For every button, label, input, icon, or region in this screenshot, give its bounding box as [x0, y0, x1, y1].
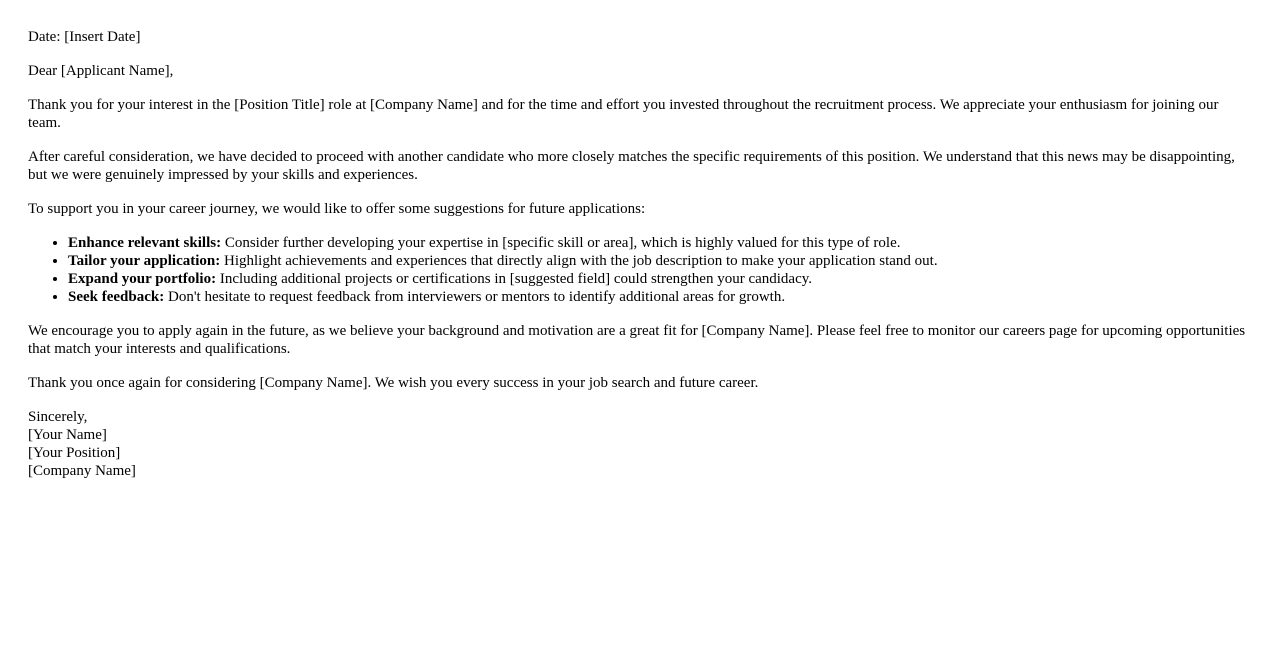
support-paragraph: To support you in your career journey, we would like to offer some suggestions for future applications: — [28, 201, 646, 217]
suggestions-list — [28, 234, 1250, 306]
thanks-paragraph: Thank you once again for considering [Company Name]. We wish you every success in your job search and future career. — [28, 375, 759, 391]
suggestion-title: Seek feedback: — [68, 289, 165, 305]
signature-block — [28, 408, 1250, 480]
suggestion-item — [68, 288, 1250, 306]
suggestion-title: Expand your portfolio: — [68, 271, 217, 287]
intro-paragraph: Thank you for your interest in the [Position Title] role at [Company Name] and for the time and effort you invested throughout the recruitment process. We appreciate your enthusiasm for joining our team. — [28, 97, 1219, 131]
suggestion-text: Don't hesitate to request feedback from interviewers or mentors to identify additional areas for growth. — [164, 289, 786, 305]
suggestion-text: Highlight achievements and experiences that directly align with the job description to make your application stand out. — [220, 253, 938, 269]
date-line: Date: [Insert Date] — [28, 29, 141, 45]
signer-company: [Company Name] — [28, 463, 136, 479]
closing: Sincerely, — [28, 409, 88, 425]
salutation: Dear [Applicant Name], — [28, 63, 174, 79]
signer-position: [Your Position] — [28, 445, 121, 461]
suggestion-title: Tailor your application: — [68, 253, 221, 269]
suggestion-text: Consider further developing your expertise in [specific skill or area], which is highly valued for this type of role. — [221, 235, 901, 251]
suggestion-item — [68, 234, 1250, 252]
suggestion-item — [68, 252, 1250, 270]
suggestion-title: Enhance relevant skills: — [68, 235, 222, 251]
encourage-paragraph: We encourage you to apply again in the future, as we believe your background and motivation are a great fit for [Company Name]. Please feel free to monitor our careers page for upcoming opportunities that match your interests and qualifications. — [28, 323, 1246, 357]
decision-paragraph: After careful consideration, we have decided to proceed with another candidate who more closely matches the specific requirements of this position. We understand that this news may be disappointing, but we were genuinely impressed by your skills and experiences. — [28, 149, 1235, 183]
suggestion-item — [68, 270, 1250, 288]
suggestion-text: Including additional projects or certifications in [suggested field] could strengthen your candidacy. — [216, 271, 813, 287]
signer-name: [Your Name] — [28, 427, 107, 443]
letter-body — [28, 28, 1250, 480]
